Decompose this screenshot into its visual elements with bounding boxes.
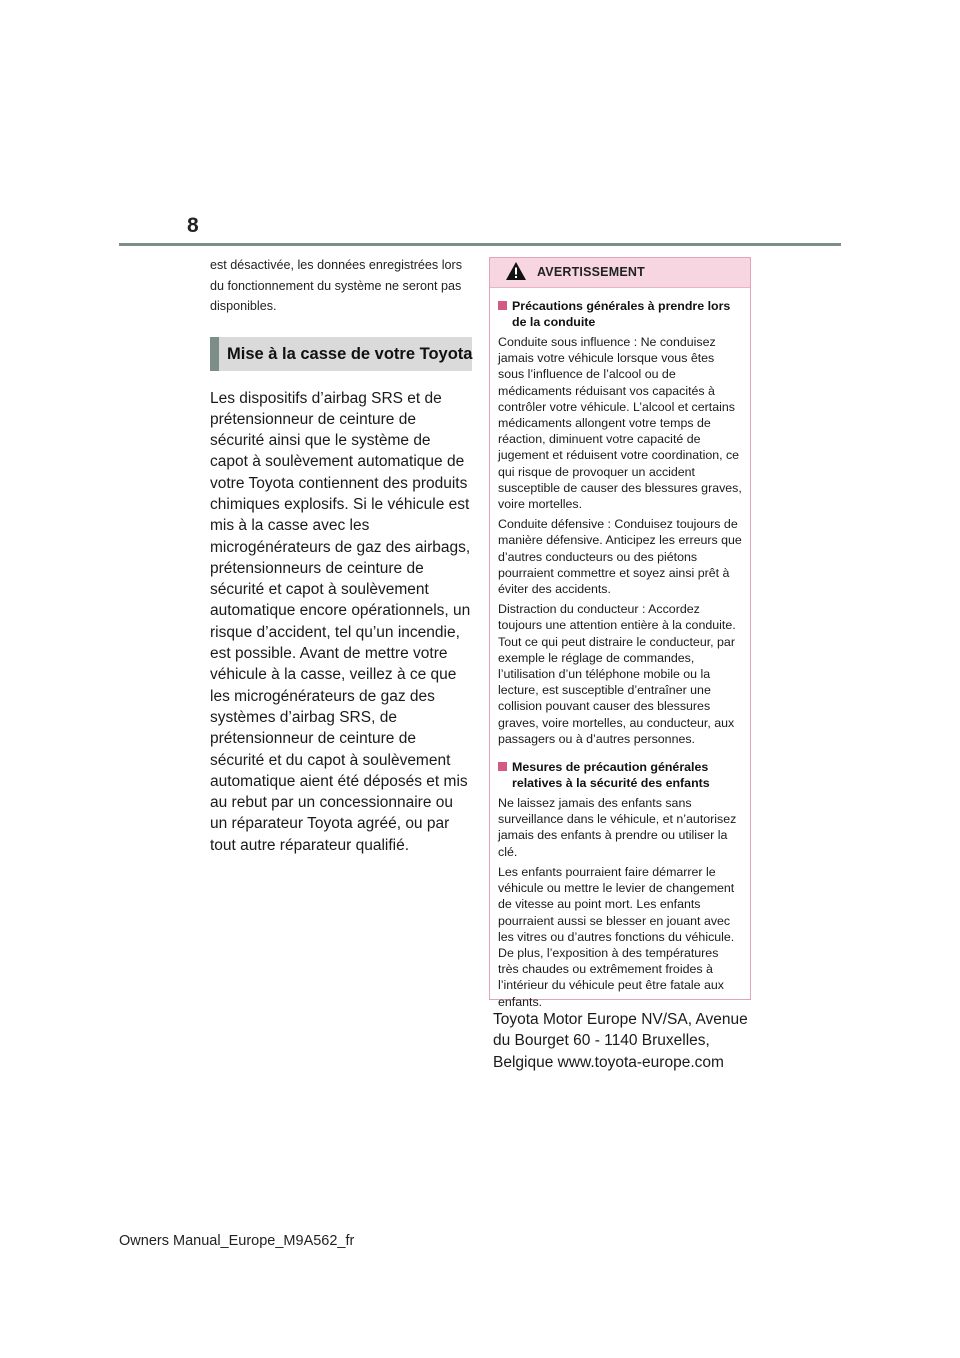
warning-section-heading-text: Précautions générales à prendre lors de la conduite	[512, 299, 731, 329]
section-heading: Mise à la casse de votre Toyota	[210, 337, 472, 371]
header-rule	[119, 243, 841, 246]
warning-paragraph: Conduite défensive : Conduisez toujours de manière défensive. Anticipez les erreurs que d’autres conducteurs ou des piétons pourraient commettre et soyez ainsi prêt à éviter des accidents.	[498, 517, 742, 597]
warning-section-heading	[498, 759, 742, 791]
square-bullet-icon	[498, 762, 507, 771]
footer-text: Owners Manual_Europe_M9A562_fr	[119, 1233, 355, 1249]
address-text: Toyota Motor Europe NV/SA, Avenue du Bourget 60 - 1140 Bruxelles, Belgique www.toyota-europe.com	[493, 1011, 748, 1071]
warning-paragraph: Ne laissez jamais des enfants sans surveillance dans le véhicule, et n’autorisez jamais des enfants à prendre ou utiliser la clé.	[498, 796, 737, 859]
warning-content	[490, 288, 750, 1010]
warning-paragraph: Les enfants pourraient faire démarrer le véhicule ou mettre le levier de changement de vitesse au point mort. Les enfants pourraient aussi se blesser en jouant avec les vitres ou d’autres fonctions du véhicule. De plus, l’exposition à des températures très chaudes ou extrêmement froides à l’intérieur du véhicule peut être fatale aux enfants.	[498, 864, 735, 1009]
page-number: 8	[187, 214, 199, 237]
warning-triangle-icon	[505, 261, 527, 281]
warning-title: AVERTISSEMENT	[537, 265, 645, 279]
warning-box	[489, 257, 751, 1009]
warning-section-heading-text: Mesures de précaution générales relatives à la sécurité des enfants	[512, 760, 710, 791]
left-column	[210, 255, 472, 856]
intro-text: est désactivée, les données enregistrées lors du fonctionnement du système ne seront pas disponibles.	[210, 258, 463, 313]
square-bullet-icon	[498, 301, 507, 310]
body-text: Les dispositifs d’airbag SRS et de prétensionneur de ceinture de sécurité ainsi que le système de capot à soulèvement automatique de votre Toyota contiennent des produits chimiques explosifs. Si le véhicule est mis à la casse avec les microgénérateurs de gaz des airbags, prétensionneurs de ceinture de sécurité et capot à soulèvement automatique encore opérationnels, un risque d’accident, tel qu’un incendie, est possible. Avant de mettre votre véhicule à la casse, veillez à ce que les microgénérateurs de gaz des systèmes d’airbag SRS, de prétensionneur de ceinture de sécurité et du capot à soulèvement automatique aient été déposés et mis au rebut par un concessionnaire ou un réparateur Toyota agréé, ou par tout autre réparateur qualifié.	[210, 389, 471, 854]
warning-section-heading	[498, 298, 742, 330]
warning-paragraph: Distraction du conducteur : Accordez toujours une attention entière à la conduite. Tout ce qui peut distraire le conducteur, par exemple le réglage de commandes, l’utilisation d’un téléphone mobile ou la lecture, est susceptible d’entraîner une collision pouvant causer des blessures graves, voire mortelles, au conducteur, aux passagers ou à d’autres personnes.	[498, 602, 736, 746]
warning-header	[490, 258, 750, 288]
warning-paragraph: Conduite sous influence : Ne conduisez jamais votre véhicule lorsque vous êtes sous l’influence de l’alcool ou de médicaments réduisant vos capacités à contrôler votre véhicule. L’alcool et certains médicaments allongent votre temps de réaction, diminuent votre capacité de jugement et réduisent votre coordination, ce qui risque de provoquer un accident susceptible de causer des blessures graves, voire mortelles.	[498, 335, 742, 512]
